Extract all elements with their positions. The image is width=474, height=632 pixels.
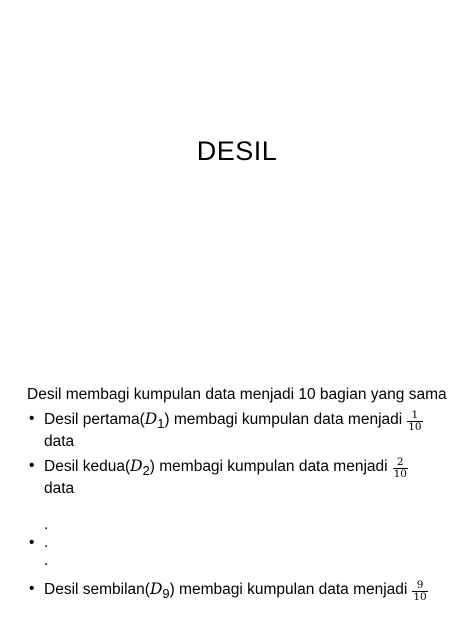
bullet-continuation: data (44, 433, 75, 451)
bullet-item-d1 (27, 410, 447, 451)
bullet-marker: • (29, 534, 35, 552)
bullet-continuation: data (44, 480, 75, 498)
bullet-text: • Desil $kedua(D_2)$ membagi kumpulan data menjadi (44, 457, 388, 479)
ellipsis-dot: . (44, 552, 49, 570)
intro-text: Desil membagi kumpulan data menjadi 10 bagian yang sama (27, 386, 447, 403)
ellipsis-dot: . (44, 516, 49, 534)
bullet-item-d2 (27, 457, 447, 498)
bullet-text: • Desil $sembilan(D_9)$ membagi kumpulan data menjadi (44, 580, 408, 602)
fraction: $\frac{2}{10}$ (393, 456, 407, 481)
ellipsis-bullet (27, 516, 447, 572)
bullet-text: • Desil $pertama(D_1)$ membagi kumpulan data menjadi (44, 410, 403, 432)
slide-title: DESIL (196, 136, 278, 166)
bullet-item-d9 (27, 580, 447, 603)
bullet-list-end (27, 580, 447, 603)
fraction: $\frac{1}{10}$ (408, 409, 422, 434)
ellipsis-dot: . (44, 534, 49, 552)
slide-body (27, 386, 447, 609)
fraction: $\frac{9}{10}$ (413, 579, 427, 604)
bullet-list (27, 410, 447, 498)
